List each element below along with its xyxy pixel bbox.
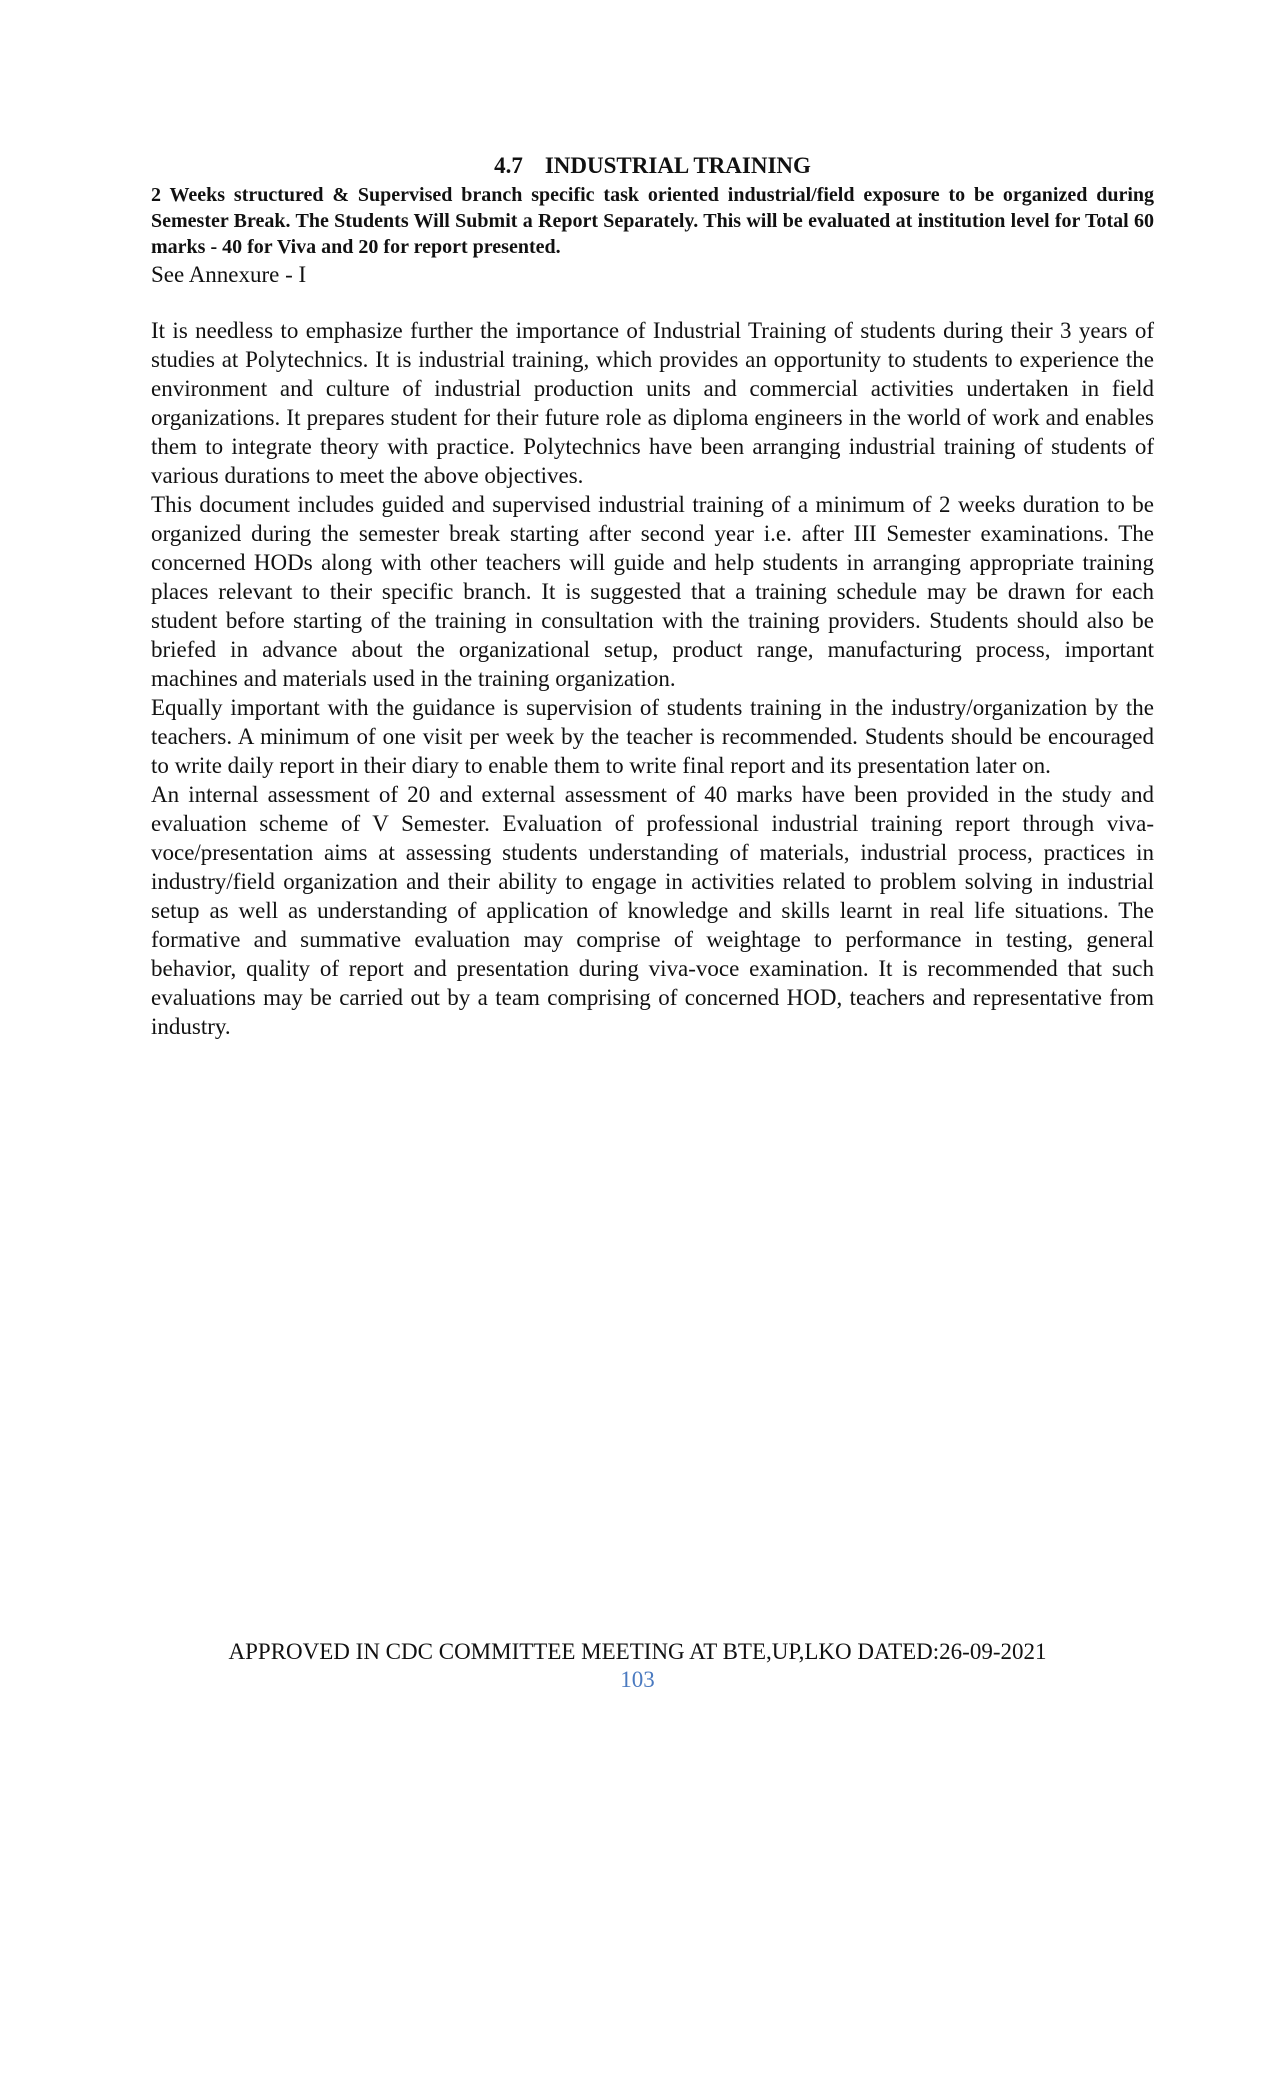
section-number: 4.7 (494, 153, 523, 178)
page-footer (0, 1637, 1275, 1694)
annexure-reference: See Annexure - I (151, 262, 307, 287)
section-heading (151, 150, 1154, 182)
section-title: INDUSTRIAL TRAINING (544, 153, 811, 178)
page-number: 103 (620, 1667, 655, 1692)
paragraph-importance: It is needless to emphasize further the importance of Industrial Training of students during their 3 years of studies at Polytechnics. It is industrial training, which provides an opportunity to students to experience the environment and culture of industrial production units and commercial activities undertaken in field organizations. It prepares student for their future role as diploma engineers in the world of work and enables them to integrate theory with practice. Polytechnics have been arranging industrial training of students of various durations to meet the above objectives. (151, 318, 1154, 488)
approval-line: APPROVED IN CDC COMMITTEE MEETING AT BTE,UP,LKO DATED:26-09-2021 (228, 1639, 1047, 1664)
intro-statement: 2 Weeks structured & Supervised branch specific task oriented industrial/field exposure to be organized during Semester Break. The Students Will Submit a Report Separately. This will be evaluated at institution level for Total 60 marks - 40 for Viva and 20 for report presented. (151, 184, 1154, 258)
paragraph-supervision: Equally important with the guidance is supervision of students training in the industry/organization by the teachers. A minimum of one visit per week by the teacher is recommended. Students should be encouraged to write daily report in their diary to enable them to write final report and its presentation later on. (151, 695, 1154, 778)
document-body (151, 150, 1154, 1041)
paragraph-assessment: An internal assessment of 20 and external assessment of 40 marks have been provided in the study and evaluation scheme of V Semester. Evaluation of professional industrial training report through viva-voce/presentation aims at assessing students understanding of materials, industrial process, practices in industry/field organization and their ability to engage in activities related to problem solving in industrial setup as well as understanding of application of knowledge and skills learnt in real life situations. The formative and summative evaluation may comprise of weightage to performance in testing, general behavior, quality of report and presentation during viva-voce examination. It is recommended that such evaluations may be carried out by a team comprising of concerned HOD, teachers and representative from industry. (151, 782, 1154, 1039)
paragraph-document-scope: This document includes guided and supervised industrial training of a minimum of 2 weeks duration to be organized during the semester break starting after second year i.e. after III Semester examinations. The concerned HODs along with other teachers will guide and help students in arranging appropriate training places relevant to their specific branch. It is suggested that a training schedule may be drawn for each student before starting of the training in consultation with the training providers. Students should also be briefed in advance about the organizational setup, product range, manufacturing process, important machines and materials used in the training organization. (151, 492, 1154, 691)
